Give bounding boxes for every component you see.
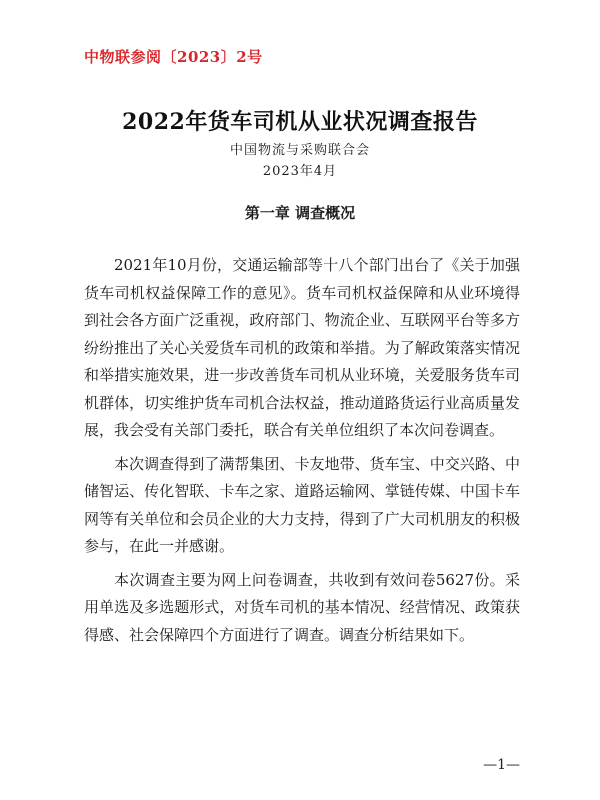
paragraph: 2021年10月份，交通运输部等十八个部门出台了《关于加强货车司机权益保障工作的意见》。货车司机权益保障和从业环境得到社会各方面广泛重视，政府部门、物流企业、互联网平台等多方纷纷推出了关心关爱货车司机的政策和举措。为了解政策落实情况和举措实施效果，进一步改善货车司机从业环境，关爱服务货车司机群体，切实维护货车司机合法权益，推动道路货运行业高质量发展，我会受有关部门委托，联合有关单位组织了本次问卷调查。 xyxy=(84,256,520,439)
body-text xyxy=(84,252,520,655)
issuing-organization: 中国物流与采购联合会 xyxy=(229,143,370,158)
document-number: 中物联参阅〔2023〕2号 xyxy=(84,48,263,66)
report-title: 2022年货车司机从业状况调查报告 xyxy=(122,109,478,135)
report-date: 2023年4月 xyxy=(262,164,338,179)
paragraph: 本次调查主要为网上问卷调查，共收到有效问卷5627份。采用单选及多选题形式，对货车司机的基本情况、经营情况、政策获得感、社会保障四个方面进行了调查。调查分析结果如下。 xyxy=(84,570,520,644)
page-number: —1— xyxy=(483,757,520,773)
paragraph: 本次调查得到了满帮集团、卡友地带、货车宝、中交兴路、中储智运、传化智联、卡车之家、道路运输网、掌链传媒、中国卡车网等有关单位和会员企业的大力支持，得到了广大司机朋友的积极参与，在此一并感谢。 xyxy=(84,454,520,555)
chapter-heading: 第一章 调查概况 xyxy=(244,204,356,222)
